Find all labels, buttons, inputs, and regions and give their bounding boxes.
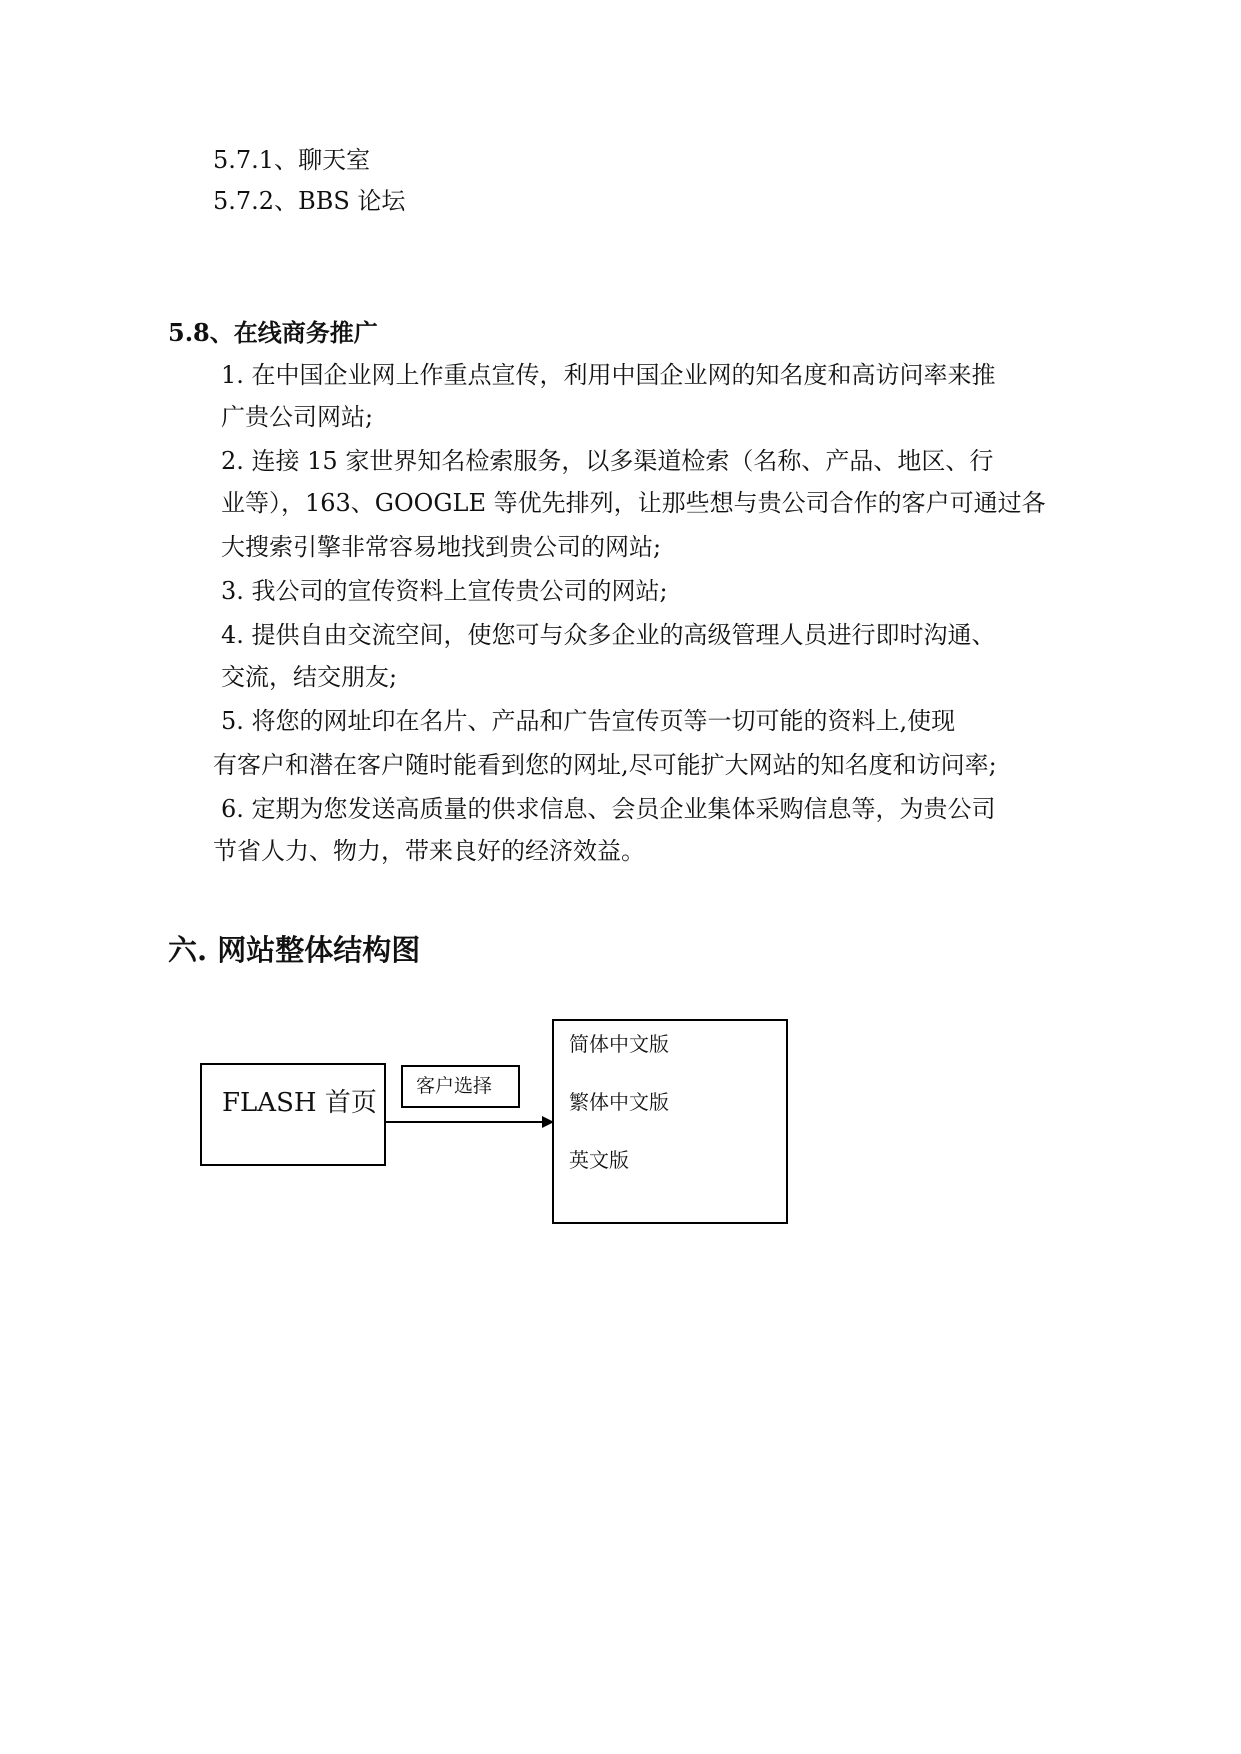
paragraph-line: 5. 将您的网址印在名片、产品和广告宣传页等一切可能的资料上,使现	[221, 707, 956, 735]
arrow-connector	[386, 1112, 556, 1132]
paragraph-line: 广贵公司网站;	[221, 403, 374, 431]
flash-home-label: FLASH 首页	[222, 1088, 377, 1118]
paragraph-line: 3. 我公司的宣传资料上宣传贵公司的网站;	[221, 577, 668, 605]
paragraph-line: 节省人力、物力，带来良好的经济效益。	[213, 837, 645, 865]
chapter-heading: 六. 网站整体结构图	[168, 933, 421, 967]
paragraph-line: 有客户和潜在客户随时能看到您的网址,尽可能扩大网站的知名度和访问率;	[213, 751, 997, 779]
section-heading: 5.8、在线商务推广	[168, 318, 378, 347]
customer-choice-box	[401, 1065, 520, 1108]
paragraph-line: 1. 在中国企业网上作重点宣传，利用中国企业网的知名度和高访问率来推	[221, 361, 996, 389]
subsection-item-bbs: 5.7.2、BBS 论坛	[213, 187, 406, 215]
paragraph-line: 业等），163、GOOGLE 等优先排列，让那些想与贵公司合作的客户可通过各	[221, 489, 1046, 517]
flash-home-box	[200, 1063, 386, 1166]
version-simplified-chinese: 简体中文版	[569, 1032, 669, 1056]
version-traditional-chinese: 繁体中文版	[569, 1090, 669, 1114]
version-english: 英文版	[569, 1148, 629, 1172]
subsection-item-chatroom: 5.7.1、聊天室	[213, 146, 371, 174]
paragraph-line: 大搜索引擎非常容易地找到贵公司的网站;	[221, 533, 662, 561]
customer-choice-label: 客户选择	[416, 1075, 493, 1097]
paragraph-line: 6. 定期为您发送高质量的供求信息、会员企业集体采购信息等，为贵公司	[221, 795, 996, 823]
paragraph-line: 交流，结交朋友;	[221, 663, 398, 691]
paragraph-line: 4. 提供自由交流空间，使您可与众多企业的高级管理人员进行即时沟通、	[221, 621, 996, 649]
paragraph-line: 2. 连接 15 家世界知名检索服务，以多渠道检索（名称、产品、地区、行	[221, 447, 994, 475]
language-versions-box	[552, 1019, 788, 1224]
